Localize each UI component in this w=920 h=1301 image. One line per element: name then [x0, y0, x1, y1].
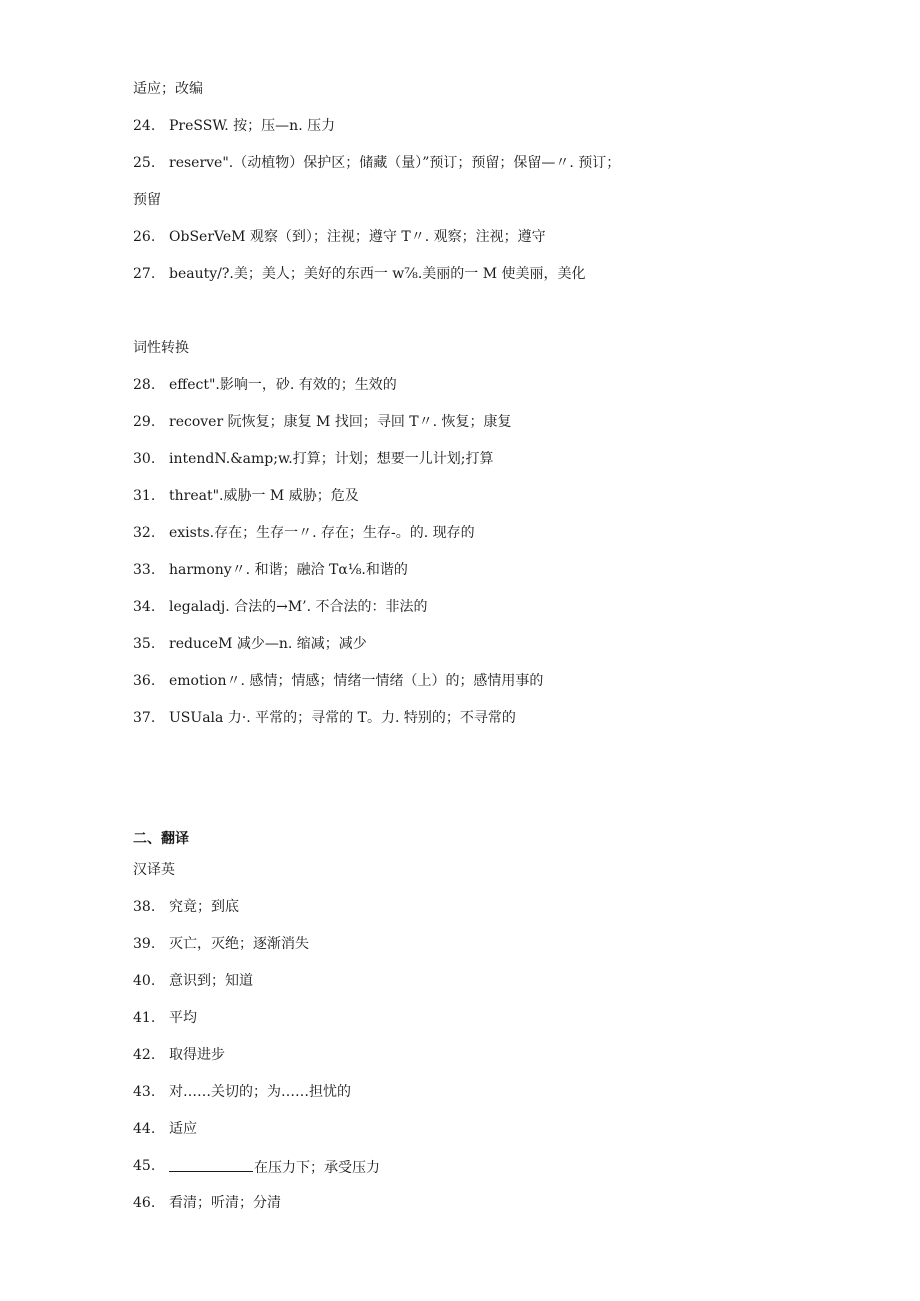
answer-blank[interactable] — [169, 1157, 253, 1172]
item-text: PreSSW. 按；压—n. 压力 — [169, 118, 336, 134]
item-text: threat".威胁一 M 威胁；危及 — [169, 488, 359, 504]
item-number: 36. — [133, 673, 156, 689]
item-text: emotion〃. 感情；情感；情绪一情绪（上）的；感情用事的 — [169, 673, 544, 689]
item-number: 46. — [133, 1195, 156, 1211]
item-number: 28. — [133, 377, 156, 393]
item-number: 43. — [133, 1084, 156, 1100]
item-number: 42. — [133, 1047, 156, 1063]
item-number: 33. — [133, 562, 156, 578]
item-text: ObSerVeM 观察（到）；注视；遵守 T〃. 观察；注视；遵守 — [169, 229, 546, 245]
item-text: USUala 力·. 平常的；寻常的 T。力. 特别的；不寻常的 — [169, 710, 516, 726]
item-text: 适应 — [169, 1121, 197, 1137]
item-number: 29. — [133, 414, 156, 430]
item-number: 40. — [133, 973, 156, 989]
item-text: effect".影响一，砂. 有效的；生效的 — [169, 377, 397, 393]
item-text: 对……关切的；为……担忧的 — [169, 1084, 351, 1100]
item-text: 取得进步 — [169, 1047, 225, 1063]
item-text: harmony〃. 和谐；融洽 Tα⅛.和谐的 — [169, 562, 408, 578]
item-text: 意识到；知道 — [169, 973, 253, 989]
item-text: intendN.&amp;w.打算；计划；想要一儿计划;打算 — [169, 451, 494, 467]
item-text: beauty/?.美；美人；美好的东西一 w⅞.美丽的一 M 使美丽，美化 — [169, 266, 586, 282]
item-number: 34. — [133, 599, 156, 615]
item-text: exists.存在；生存一〃. 存在；生存-。的. 现存的 — [169, 525, 475, 541]
section-heading-translate: 二、翻译 — [133, 831, 189, 847]
item-text: reserve".（动植物）保护区；储藏（量）”预订；预留；保留—〃. 预订； — [169, 155, 621, 171]
item-number: 38. — [133, 899, 156, 915]
item-text: 看清；听清；分清 — [169, 1195, 281, 1211]
item-text: recover 阮恢复；康复 M 找回；寻回 T〃. 恢复；康复 — [169, 414, 512, 430]
item-text-wrap: 预留 — [133, 192, 161, 208]
item-number: 32. — [133, 525, 156, 541]
item-number: 31. — [133, 488, 156, 504]
item-number: 35. — [133, 636, 156, 652]
item-number: 45. — [133, 1158, 156, 1174]
item-number: 24. — [133, 118, 156, 134]
item-number: 27. — [133, 266, 156, 282]
item-number: 37. — [133, 710, 156, 726]
item-text: 平均 — [169, 1010, 197, 1026]
item-number: 25. — [133, 155, 156, 171]
item-text-with-blank — [169, 1157, 380, 1177]
item-number: 26. — [133, 229, 156, 245]
section-heading-pos: 词性转换 — [133, 340, 189, 356]
item-text: 究竟；到底 — [169, 899, 239, 915]
item-text: legaladj. 合法的→M’. 不合法的：非法的 — [169, 599, 428, 615]
item-number: 44. — [133, 1121, 156, 1137]
continuation-line: 适应；改编 — [133, 81, 203, 97]
item-text: 在压力下；承受压力 — [254, 1160, 380, 1176]
item-text: 灭亡，灭绝；逐渐消失 — [169, 936, 309, 952]
subsection-heading-cn-en: 汉译英 — [133, 862, 175, 878]
item-number: 39. — [133, 936, 156, 952]
item-number: 41. — [133, 1010, 156, 1026]
item-text: reduceM 减少—n. 缩减；减少 — [169, 636, 367, 652]
item-number: 30. — [133, 451, 156, 467]
